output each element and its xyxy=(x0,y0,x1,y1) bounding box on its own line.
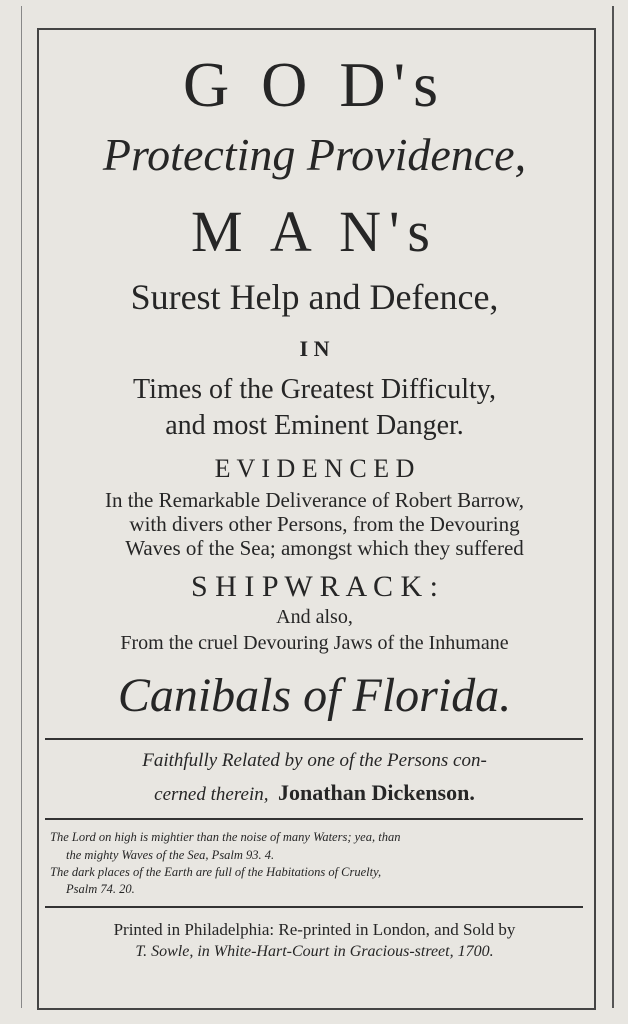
quote-psalm-74: The dark places of the Earth are full of the Habitations of Cruelty, xyxy=(50,865,382,879)
and-also: And also, xyxy=(276,606,353,628)
concerned-therein: cerned therein, xyxy=(154,784,269,805)
imprint-sold: T. Sowle, in White-Hart-Court in Gracious-street, 1700. xyxy=(135,943,494,960)
divider xyxy=(45,818,583,820)
text-divers: with divers other Persons, from the Devouring xyxy=(129,512,520,536)
title-protecting-providence: Protecting Providence, xyxy=(102,129,527,180)
text-cruel: From the cruel Devouring Jaws of the Inhumane xyxy=(120,632,509,654)
text-waves: Waves of the Sea; amongst which they suffered xyxy=(125,536,524,560)
divider xyxy=(45,738,583,740)
shipwrack: S H I P W R A C K : xyxy=(190,570,439,603)
author-line xyxy=(37,780,592,806)
faithfully-related: Faithfully Related by one of the Persons con- xyxy=(142,750,487,771)
quote-psalm-93: The Lord on high is mightier than the noise of many Waters; yea, than xyxy=(50,830,401,844)
imprint-printed: Printed in Philadelphia: Re-printed in London, and Sold by xyxy=(113,920,516,939)
title-times: Times of the Greatest Difficulty, xyxy=(133,374,496,405)
title-surest-help: Surest Help and Defence, xyxy=(130,277,499,317)
author-name: Jonathan Dickenson. xyxy=(277,780,475,805)
quote-psalm-93-cont: the mighty Waves of the Sea, Psalm 93. 4. xyxy=(66,848,275,862)
title-canibals-of-florida: Canibals of Florida. xyxy=(117,669,512,722)
quote-psalm-74-cont: Psalm 74. 20. xyxy=(66,882,135,896)
divider xyxy=(45,906,583,908)
title-gods: G O D's xyxy=(182,49,447,120)
title-in: I N xyxy=(299,336,330,361)
evidenced: E V I D E N C E D xyxy=(214,454,415,483)
text-remarkable: In the Remarkable Deliverance of Robert Barrow, xyxy=(104,488,525,512)
title-mans: M A N's xyxy=(191,199,438,264)
title-danger: and most Eminent Danger. xyxy=(165,410,464,441)
